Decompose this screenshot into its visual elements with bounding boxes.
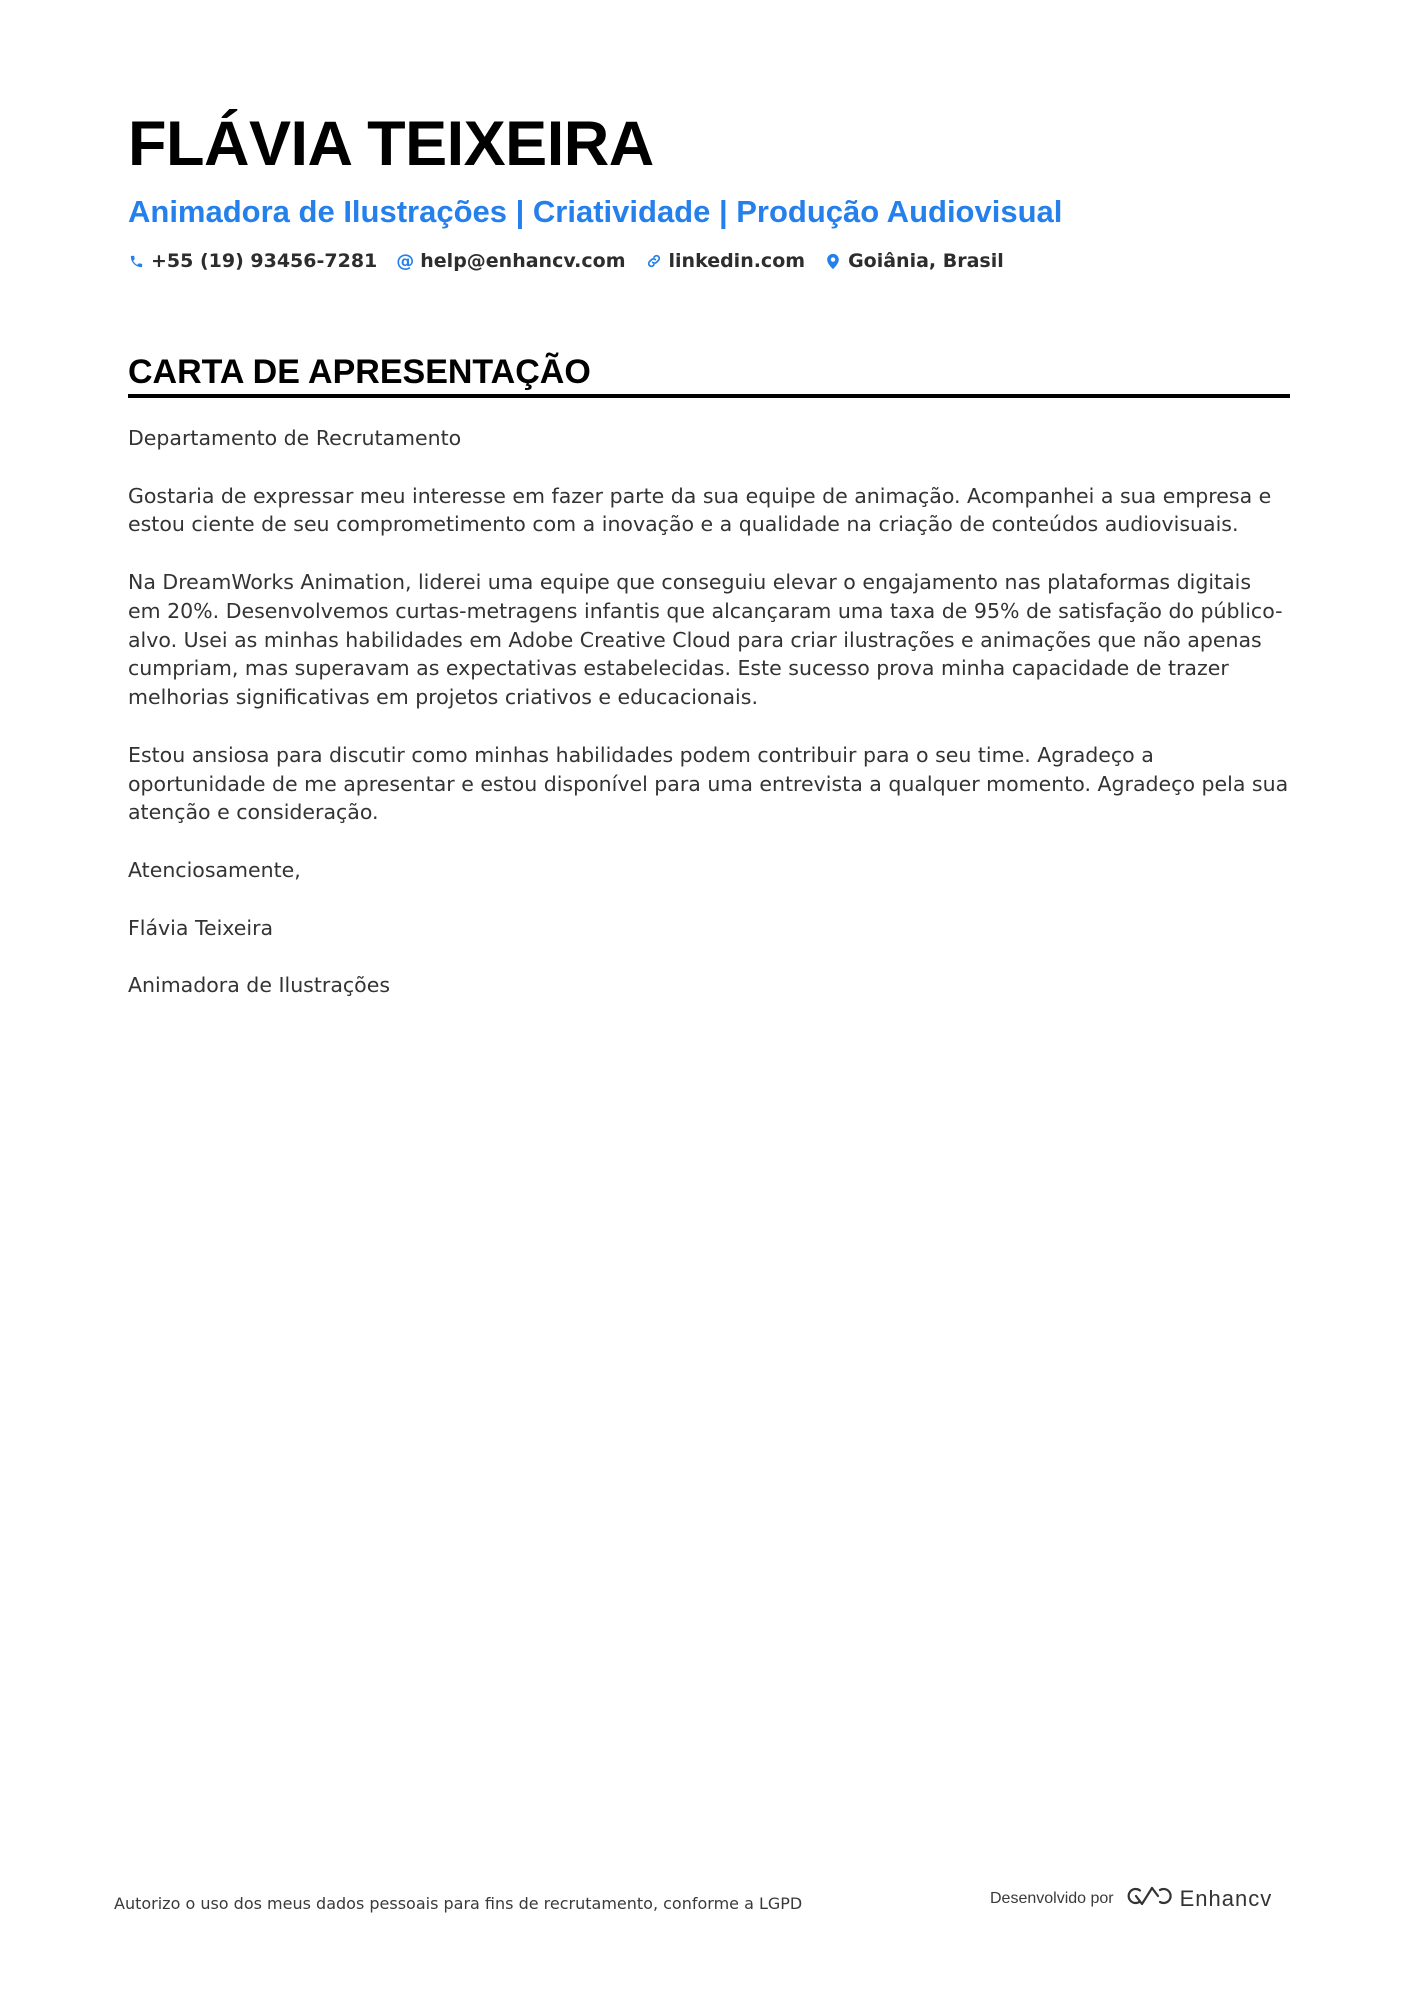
letter-paragraph: Na DreamWorks Animation, liderei uma equipe que conseguiu elevar o engajamento nas plataformas digitais em 20%. Desenvolvemos curtas-metragens infantis que alcançaram uma taxa de 95% de satisfação do público-alvo. Usei as minhas habilidades em Adobe Creative Cloud para criar ilustrações e animações que não apenas cumpriam, mas superavam as expectativas estabelecidas. Este sucesso prova minha capacidade de trazer melhorias significativas em projetos criativos e educacionais. bbox=[128, 569, 1283, 710]
location-pin-icon bbox=[825, 253, 841, 269]
contact-linkedin-text[interactable]: linkedin.com bbox=[668, 250, 806, 272]
candidate-headline: Animadora de Ilustrações | Criatividade | Produção Audiovisual bbox=[128, 194, 1063, 229]
contact-phone bbox=[128, 250, 377, 272]
section-title: CARTA DE APRESENTAÇÃO bbox=[128, 352, 1290, 398]
contact-linkedin[interactable] bbox=[646, 250, 806, 272]
letter-closing: Atenciosamente, bbox=[128, 857, 301, 882]
contact-phone-text: +55 (19) 93456-7281 bbox=[151, 250, 378, 272]
contact-email[interactable] bbox=[397, 250, 625, 272]
phone-icon bbox=[128, 253, 144, 269]
cover-letter-page bbox=[128, 100, 1290, 1029]
enhancv-logo-icon bbox=[1126, 1884, 1172, 1913]
link-icon bbox=[646, 253, 662, 269]
signature-title: Animadora de Ilustrações bbox=[128, 973, 390, 998]
consent-note: Autorizo o uso dos meus dados pessoais para fins de recrutamento, conforme a LGPD bbox=[114, 1894, 803, 1913]
enhancv-brand: Enhancv bbox=[1179, 1885, 1273, 1911]
powered-by[interactable] bbox=[990, 1884, 1272, 1913]
signature-name: Flávia Teixeira bbox=[128, 915, 274, 940]
at-icon: @ bbox=[396, 250, 415, 272]
contact-location bbox=[825, 250, 1004, 272]
letter-recipient: Departamento de Recrutamento bbox=[128, 426, 462, 450]
letter-body bbox=[128, 424, 1290, 1000]
powered-by-label: Desenvolvido por bbox=[990, 1889, 1114, 1907]
letter-paragraph: Estou ansiosa para discutir como minhas habilidades podem contribuir para o seu time. Agradeço a oportunidade de me apresentar e estou disponível para uma entrevista a qualquer momento. Agradeço pela sua atenção e consideração. bbox=[128, 742, 1289, 825]
contact-location-text: Goiânia, Brasil bbox=[848, 250, 1004, 272]
contact-bar bbox=[128, 250, 1290, 272]
letter-paragraph: Gostaria de expressar meu interesse em fazer parte da sua equipe de animação. Acompanhei a sua empresa e estou ciente de seu comprometimento com a inovação e a qualidade na criação de conteúdos audiovisuais. bbox=[128, 483, 1272, 537]
candidate-name: FLÁVIA TEIXEIRA bbox=[128, 109, 654, 179]
contact-email-text[interactable]: help@enhancv.com bbox=[420, 250, 626, 272]
